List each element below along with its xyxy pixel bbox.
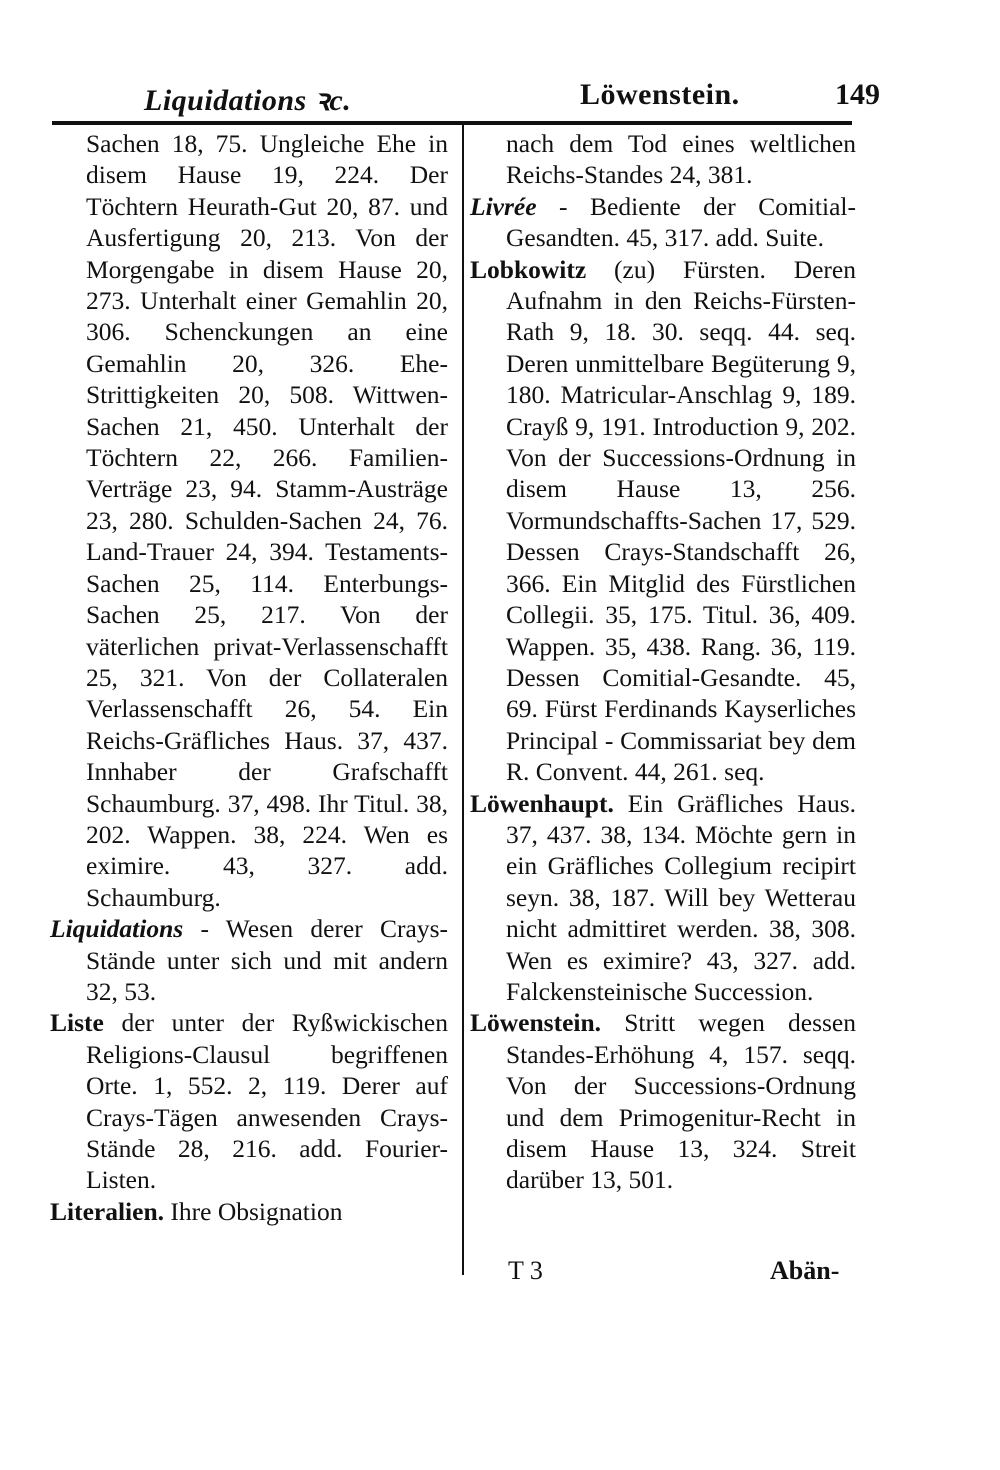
entry-head: Livrée	[470, 191, 537, 221]
catchword: Abän-	[770, 1256, 840, 1285]
signature-mark: T 3	[508, 1256, 543, 1285]
entry-head: Lobkowitz	[470, 254, 587, 284]
entry-text: Ein Gräfliches Haus. 37, 437. 38, 134. Möchte gern in ein Gräfliches Collegium recipirt seyn. 38, 187. Will bey Wetterau nicht admittiret werden. 38, 308. Wen es eximire? 43, 327. add. Falckensteinische Succession.	[506, 788, 856, 1006]
entry-text: Ihre Obsignation	[164, 1196, 343, 1226]
entry-text: (zu) Fürsten. Deren Aufnahm in den Reichs-Fürsten-Rath 9, 18. 30. seqq. 44. seq. Deren unmittelbare Begüterung 9, 180. Matricular-Anschlag 9, 189. Crayß 9, 191. Introduction 9, 202. Von der Successions-Ordnung in disem Hause 13, 256. Vormundschaffts-Sachen 17, 529. Dessen Crays-Standschafft 26, 366. Ein Mitglid des Fürstlichen Collegii. 35, 175. Titul. 36, 409. Wappen. 35, 438. Rang. 36, 119. Dessen Comitial-Gesandte. 45, 69. Fürst Ferdinands Kayserliches Principal - Commissariat bey dem R. Convent. 44, 261. seq.	[506, 254, 856, 787]
index-entry	[470, 1007, 856, 1195]
entry-head: Literalien.	[50, 1196, 165, 1226]
header-left-title: Liquidations ꝛc.	[144, 84, 352, 117]
entry-text: - Bediente der Comitial-Gesandten. 45, 317. add. Suite.	[506, 191, 856, 253]
running-header	[80, 78, 880, 118]
entry-continuation: Sachen 18, 75. Ungleiche Ehe in disem Hause 19, 224. Der Töchtern Heurath-Gut 20, 87. und Ausfertigung 20, 213. Von der Morgengabe in disem Hause 20, 273. Unterhalt einer Gemahlin 20, 306. Schenckungen an eine Gemahlin 20, 326. Ehe-Strittigkeiten 20, 508. Wittwen-Sachen 21, 450. Unterhalt der Töchtern 22, 266. Familien-Verträge 23, 94. Stamm-Austräge 23, 280. Schulden-Sachen 24, 76. Land-Trauer 24, 394. Testaments-Sachen 25, 114. Enterbungs-Sachen 25, 217. Von der väterlichen privat-Verlassenschafft 25, 321. Von der Collateralen Verlassenschafft 26, 54. Ein Reichs-Gräfliches Haus. 37, 437. Innhaber der Grafschafft Schaumburg. 37, 498. Ihr Titul. 38, 202. Wappen. 38, 224. Wen es eximire. 43, 327. add. Schaumburg.	[86, 129, 448, 912]
entry-continuation: nach dem Tod eines weltlichen Reichs-Standes 24, 381.	[506, 129, 856, 190]
right-column	[470, 128, 856, 1196]
column-divider	[462, 125, 464, 1275]
index-entry	[470, 788, 856, 1008]
entry-head: Liquidations	[50, 914, 184, 944]
page-number: 149	[835, 78, 880, 111]
index-entry	[50, 913, 448, 1007]
page-footer	[0, 1256, 1000, 1296]
index-entry	[50, 1007, 448, 1195]
index-entry	[50, 1196, 448, 1227]
header-right-title: Löwenstein.	[580, 78, 740, 111]
left-column	[50, 128, 448, 1227]
entry-text: der unter der Ryßwickischen Religions-Clausul begriffenen Orte. 1, 552. 2, 119. Derer auf Crays-Tägen anwesenden Crays-Stände 28, 216. add. Fourier-Listen.	[86, 1008, 448, 1195]
entry-head: Löwenhaupt.	[470, 788, 614, 818]
entry-text: - Wesen derer Crays-Stände unter sich und mit andern 32, 53.	[86, 914, 448, 1006]
entry-text: Stritt wegen dessen Standes-Erhöhung 4, 157. seqq. Von der Successions-Ordnung und dem Primogenitur-Recht in disem Hause 13, 324. Streit darüber 13, 501.	[506, 1008, 856, 1195]
index-entry	[470, 254, 856, 788]
index-entry	[470, 191, 856, 254]
entry-head: Löwenstein.	[470, 1008, 602, 1038]
entry-head: Liste	[50, 1008, 104, 1038]
header-rule	[52, 121, 852, 125]
